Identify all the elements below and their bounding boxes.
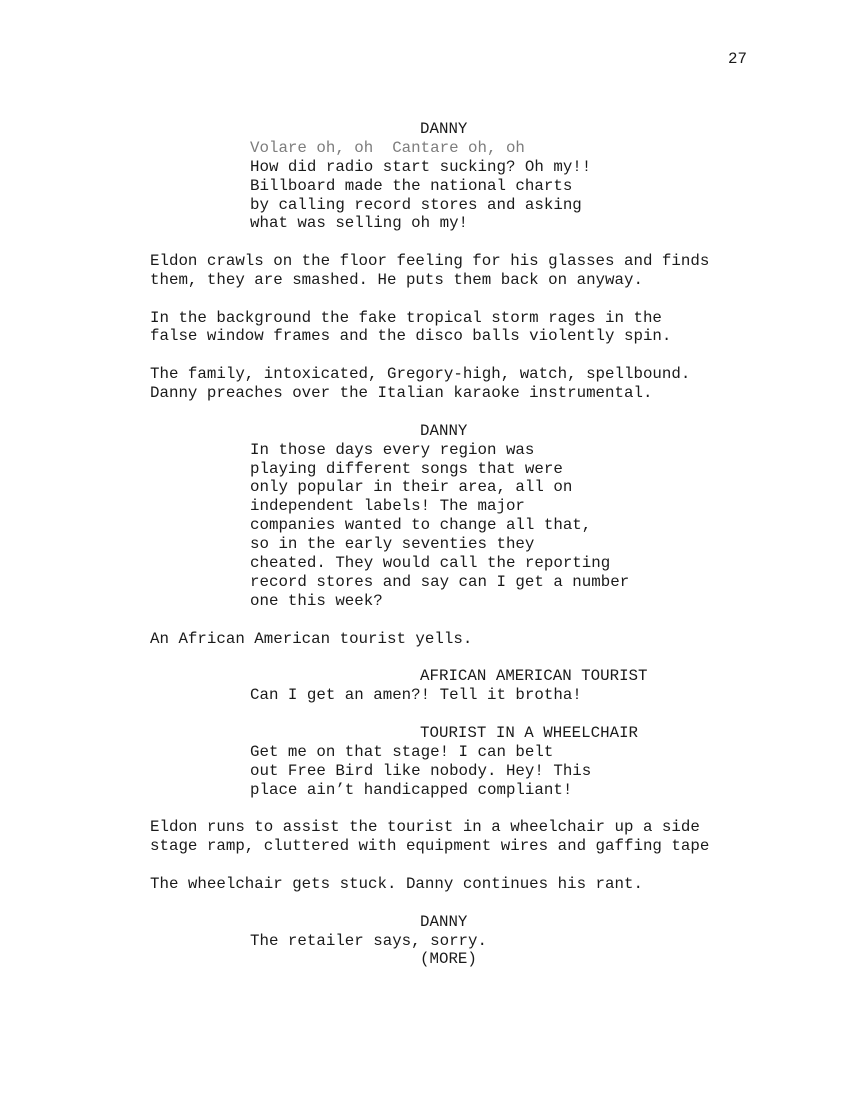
character-name: DANNY	[420, 913, 468, 931]
dialogue-line: so in the early seventies they	[250, 535, 535, 553]
action-line: stage ramp, cluttered with equipment wires and gaffing tape	[150, 837, 710, 855]
dialogue-line: Volare oh, oh Cantare oh, oh	[250, 139, 525, 157]
action-line: Eldon runs to assist the tourist in a wheelchair up a side	[150, 818, 700, 836]
dialogue-line: cheated. They would call the reporting	[250, 554, 611, 572]
dialogue-line: place ain’t handicapped compliant!	[250, 781, 573, 799]
character-name: DANNY	[420, 120, 468, 138]
page-number: 27	[728, 50, 747, 68]
dialogue-line: How did radio start sucking? Oh my!!	[250, 158, 592, 176]
dialogue-line: Can I get an amen?! Tell it brotha!	[250, 686, 582, 704]
dialogue-line: Get me on that stage! I can belt	[250, 743, 554, 761]
dialogue-line: record stores and say can I get a number	[250, 573, 630, 591]
dialogue-line: The retailer says, sorry.	[250, 932, 487, 950]
dialogue-line: what was selling oh my!	[250, 214, 469, 232]
action-line: them, they are smashed. He puts them back on anyway.	[150, 271, 643, 289]
character-name: DANNY	[420, 422, 468, 440]
character-name: AFRICAN AMERICAN TOURIST	[420, 667, 648, 685]
action-line: Danny preaches over the Italian karaoke instrumental.	[150, 384, 653, 402]
character-name: TOURIST IN A WHEELCHAIR	[420, 724, 639, 742]
action-line: The family, intoxicated, Gregory-high, watch, spellbound.	[150, 365, 691, 383]
dialogue-line: Billboard made the national charts	[250, 177, 573, 195]
dialogue-line: independent labels! The major	[250, 497, 525, 515]
action-line: The wheelchair gets stuck. Danny continues his rant.	[150, 875, 643, 893]
dialogue-line: playing different songs that were	[250, 460, 563, 478]
action-line: In the background the fake tropical storm rages in the	[150, 309, 662, 327]
action-line: false window frames and the disco balls violently spin.	[150, 327, 672, 345]
continuation-more: (MORE)	[420, 950, 477, 968]
dialogue-line: out Free Bird like nobody. Hey! This	[250, 762, 592, 780]
dialogue-line: one this week?	[250, 592, 383, 610]
action-line: Eldon crawls on the floor feeling for his glasses and finds	[150, 252, 710, 270]
dialogue-line: only popular in their area, all on	[250, 478, 573, 496]
dialogue-line: companies wanted to change all that,	[250, 516, 592, 534]
dialogue-line: In those days every region was	[250, 441, 535, 459]
dialogue-line: by calling record stores and asking	[250, 196, 582, 214]
action-line: An African American tourist yells.	[150, 630, 473, 648]
